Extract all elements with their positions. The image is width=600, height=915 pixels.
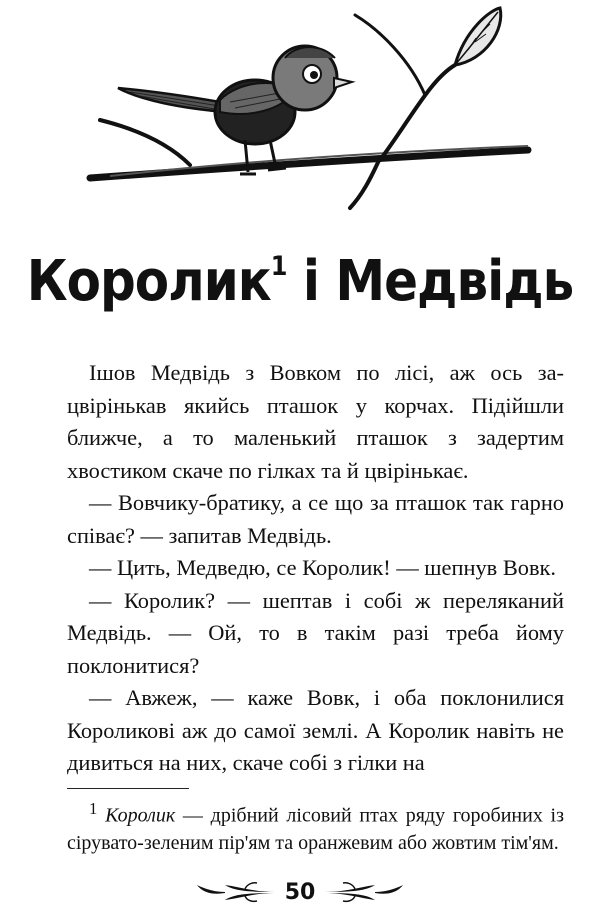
paragraph-4: — Королик? — шептав і собі ж переляканий Медвідь. — Ой, то в такім разі треба йому поклонитися? (67, 587, 564, 678)
bird-on-branch-icon (80, 0, 540, 225)
paragraph-1: Ішов Медвідь з Вовком по лісі, аж ось зацвірінькав якийсь пташок у корчах. Підійшли ближче, а то маленький пташок з задертим хвостиком скаче по гілках та й цвірінькає. (67, 360, 564, 483)
title-word-korolyk: Королик (26, 248, 271, 314)
story-text (67, 357, 564, 780)
footnote-term: Королик (105, 804, 176, 827)
footnote-divider (67, 788, 189, 789)
footnote-text: — дрібний лісовий птах ряду горобиних із сірувато-зеленим пір'ям та оранжевим або жовтим тім'ям. (67, 804, 565, 854)
left-flourish-icon (195, 881, 277, 903)
footnote-number: 1 (89, 799, 98, 818)
paragraph-3: — Цить, Медведю, се Королик! — шепнув Вовк. (89, 555, 556, 580)
page-title (0, 227, 600, 320)
paragraph-5: — Авжеж, — каже Вовк, і оба поклонилися Короликові аж до самої землі. А Королик навіть не дивиться на них, скаче собі з гілки на (67, 685, 564, 775)
footnote (67, 795, 564, 857)
page-footer (0, 872, 600, 912)
footnote-marker: 1 (270, 250, 287, 282)
paragraph-2: — Вовчику-братику, а се що за пташок так гарно співає? — запитав Медвідь. (67, 490, 564, 548)
page-number: 50 (284, 879, 316, 905)
title-rest: і Медвідь (286, 248, 574, 314)
right-flourish-icon (323, 881, 405, 903)
